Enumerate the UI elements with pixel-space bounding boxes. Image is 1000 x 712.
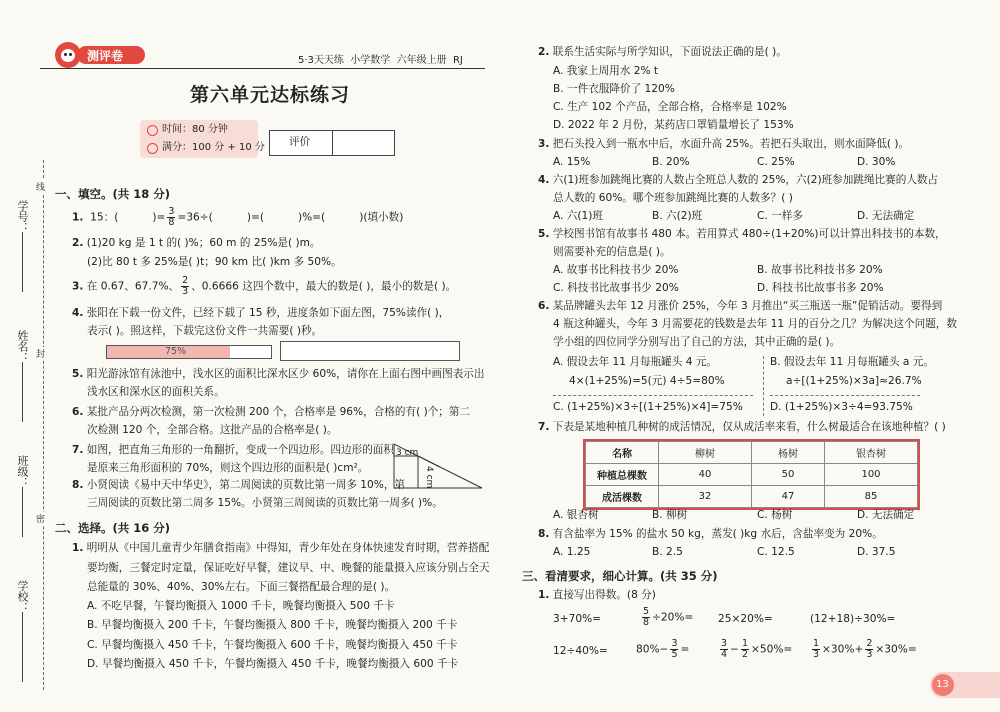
expression-1: 3+70%=	[553, 613, 602, 625]
question-1-8-b: 三周阅读的页数比第二周多 15%。小贤第三周阅读的页数比第一周多( )%。	[87, 497, 443, 509]
expression-7: $\frac{3}{4}$ − $\frac{1}{2}$ ×50%=	[721, 638, 793, 660]
question-1-3: 3. 在 0.67、67.7%、 $\frac{2}{3}$ 、0.6666 这四个数中，最大的数是( )，最小的数是( )。	[72, 275, 457, 297]
question-1-7-b: 是原来三角形面积的 70%，则这个四边形的面积是( )cm²。	[87, 462, 369, 474]
choice-6-l3: 学小组的四位同学分别写出了自己的方法，其中正确的是( )。	[553, 336, 841, 348]
badge-text: 测评卷	[87, 49, 124, 63]
evaluation-box	[269, 130, 395, 156]
choice-5-option-d[interactable]: D. 科技书比故事书多 20%	[757, 282, 884, 294]
seal-mark-seal: 封	[36, 347, 45, 360]
calc-1: 1. 直接写出得数。(8 分)	[538, 589, 656, 601]
section-2-title: 二、选择。(共 16 分)	[55, 521, 171, 535]
table-header: 杨树	[752, 442, 825, 464]
choice-5-option-a[interactable]: A. 故事书比科技书少 20%	[553, 264, 679, 276]
class-line	[22, 487, 23, 537]
name-line	[22, 362, 23, 422]
school-label: 学校：	[16, 580, 29, 613]
check-icon	[147, 143, 158, 154]
dimension-4cm: 4 cm	[424, 466, 434, 489]
choice-2-option-a[interactable]: A. 我家上周用水 2% t	[553, 65, 659, 77]
choice-2: 2. 联系生活实际与所学知识，下面说法正确的是( )。	[538, 46, 787, 58]
question-1-5: 5. 阳光游泳馆有泳池中，浅水区的面积比深水区少 60%，请你在上面右图中画图表示出	[72, 368, 485, 380]
table-row	[586, 486, 918, 508]
table-cell: 50	[752, 464, 825, 486]
choice-8-option-d[interactable]: D. 37.5	[857, 546, 896, 558]
full-score: 满分：100 分 + 10 分	[162, 142, 265, 153]
expression-6: 80%− $\frac{3}{5}$ =	[636, 638, 690, 660]
question-1-7: 7. 如图，把直角三角形的一角翻折，变成一个四边形。四边形的面积	[72, 444, 394, 456]
table-cell: 47	[752, 486, 825, 508]
table-header-row	[586, 442, 918, 464]
choice-1-option-c[interactable]: C. 早餐均衡摄入 450 千卡，午餐均衡摄入 600 千卡，晚餐均衡摄入 450 千卡	[87, 639, 458, 651]
expression-4: (12+18)÷30%=	[810, 613, 896, 625]
header-meta: 5·3天天练 小学数学 六年级上册 RJ	[298, 55, 463, 66]
question-1-2: 2. (1)20 kg 是 1 t 的( )%；60 m 的 25%是( )m。	[72, 237, 321, 249]
choice-1-option-d[interactable]: D. 早餐均衡摄入 450 千卡，午餐均衡摄入 450 千卡，晚餐均衡摄入 600 千卡	[87, 658, 459, 670]
question-1-8: 8. 小贤阅读《易中天中华史》，第二周阅读的页数比第一周多 10%，第	[72, 479, 406, 491]
choice-3-option-a[interactable]: A. 15%	[553, 156, 591, 168]
choice-3-option-b[interactable]: B. 20%	[652, 156, 690, 168]
choice-6-option-a[interactable]: A. 假设去年 11 月每瓶罐头 4 元。 4×(1+25%)=5(元) 4÷5=80%	[553, 353, 753, 396]
choice-8: 8. 有含盐率为 15% 的盐水 50 kg，蒸发( )kg 水后，含盐率变为 20%。	[538, 528, 883, 540]
evaluation-label: 评价	[289, 136, 311, 148]
choice-2-option-b[interactable]: B. 一件衣服降价了 120%	[553, 83, 675, 95]
choice-4-option-c[interactable]: C. 一样多	[757, 210, 803, 222]
choice-1: 1. 明明从《中国儿童青少年膳食指南》中得知，青少年处在身体快速发育时期，营养搭配	[72, 542, 490, 554]
choice-7-option-d[interactable]: D. 无法确定	[857, 509, 915, 521]
question-1-4: 4. 张阳在下载一份文件，已经下载了 15 秒，进度条如下面左图，75%读作( )，	[72, 307, 450, 319]
choice-7-option-a[interactable]: A. 银杏树	[553, 509, 599, 521]
expression-3: 25×20%=	[718, 613, 773, 625]
choice-4-l2: 总人数的 60%。哪个班参加跳绳比赛的人数多？( )	[553, 192, 793, 204]
choice-6-option-d[interactable]: D. (1+25%)×3÷4=93.75%	[770, 401, 913, 413]
seal-mark-line: 线	[36, 180, 45, 193]
choice-8-option-a[interactable]: A. 1.25	[553, 546, 591, 558]
question-1-4-b: 表示( )。照这样，下载完这份文件一共需要( )秒。	[87, 325, 323, 337]
student-id-label: 学号：	[16, 200, 29, 233]
table-cell: 32	[659, 486, 752, 508]
choice-5-l2: 则需要补充的信息是( )。	[553, 246, 671, 258]
table-cell: 种植总棵数	[586, 464, 659, 486]
time-limit: 时间：80 分钟	[162, 124, 228, 135]
choice-3-option-d[interactable]: D. 30%	[857, 156, 896, 168]
progress-bar	[106, 345, 272, 359]
table-header: 名称	[586, 442, 659, 464]
choice-6-option-b[interactable]: B. 假设去年 11 月每瓶罐头 a 元。 a÷[(1+25%)×3a]≈26.7%	[770, 353, 920, 396]
choice-3: 3. 把石头投入到一瓶水中后，水面升高 25%。若把石头取出，则水面降低( )。	[538, 138, 910, 150]
table-cell: 40	[659, 464, 752, 486]
clock-icon	[147, 125, 158, 136]
choice-6-option-c[interactable]: C. (1+25%)×3÷[(1+25%)×4]=75%	[553, 401, 743, 413]
question-1-6-b: 次检测 120 个，全部合格。这批产品的合格率是( )。	[87, 424, 338, 436]
expression-2: $\frac{5}{8}$ ÷20%=	[643, 606, 694, 628]
class-label: 班级：	[16, 455, 29, 488]
table-cell: 100	[825, 464, 918, 486]
choice-5: 5. 学校图书馆有故事书 480 本。若用算式 480÷(1+20%)可以计算出科技书的本数，	[538, 228, 946, 240]
choice-1-option-a[interactable]: A. 不吃早餐，午餐均衡摄入 1000 千卡，晚餐均衡摄入 500 千卡	[87, 600, 395, 612]
section-1-title: 一、填空。(共 18 分)	[55, 187, 171, 201]
tree-survival-table	[583, 439, 920, 510]
choice-1-option-b[interactable]: B. 早餐均衡摄入 200 千卡，午餐均衡摄入 800 千卡，晚餐均衡摄入 200 千卡	[87, 619, 458, 631]
choice-2-option-c[interactable]: C. 生产 102 个产品，全部合格，合格率是 102%	[553, 101, 787, 113]
seal-mark-secret: 密	[36, 512, 45, 525]
table-header: 银杏树	[825, 442, 918, 464]
choice-1-l3: 总能量的 30%、40%、30%左右。下面三餐搭配最合理的是( )。	[87, 581, 396, 593]
table-cell: 85	[825, 486, 918, 508]
choice-2-option-d[interactable]: D. 2022 年 2 月份，某药店口罩销量增长了 153%	[553, 119, 794, 131]
pool-drawing-bar[interactable]	[280, 341, 460, 361]
school-line	[22, 612, 23, 682]
section-3-title: 三、看清要求，细心计算。(共 35 分)	[522, 569, 718, 583]
choice-8-option-c[interactable]: C. 12.5	[757, 546, 795, 558]
progress-label: 75%	[165, 346, 187, 357]
expression-8: $\frac{1}{3}$ ×30%+ $\frac{2}{3}$ ×30%=	[813, 638, 917, 660]
question-1-6: 6. 某批产品分两次检测，第一次检测 200 个，合格率是 96%，合格的有( )个；第二	[72, 406, 471, 418]
page-number-badge	[932, 674, 954, 696]
question-1-5-b: 浅水区和深水区的面积关系。	[87, 386, 225, 398]
choice-4-option-b[interactable]: B. 六(2)班	[652, 210, 703, 222]
page-title: 第六单元达标练习	[190, 84, 351, 106]
expression-5: 12÷40%=	[553, 645, 608, 657]
page-number: 13	[936, 679, 949, 690]
choice-6-l2: 4 瓶这种罐头，今年 3 月需要花的钱数是去年 11 月的百分之几？为解决这个问题，数	[553, 318, 957, 330]
choice-6-divider	[763, 356, 764, 416]
name-label: 姓名：	[16, 330, 29, 363]
choice-4-option-a[interactable]: A. 六(1)班	[553, 210, 603, 222]
table-cell: 成活棵数	[586, 486, 659, 508]
test-badge	[55, 44, 147, 70]
choice-3-option-c[interactable]: C. 25%	[757, 156, 795, 168]
choice-5-option-b[interactable]: B. 故事书比科技书多 20%	[757, 264, 883, 276]
header-rule	[40, 68, 485, 69]
choice-7-option-b[interactable]: B. 柳树	[652, 509, 688, 521]
choice-4-option-d[interactable]: D. 无法确定	[857, 210, 915, 222]
dimension-3cm: 3 cm	[396, 448, 419, 458]
choice-1-l2: 要均衡，三餐定时定量，保证吃好早餐，建议早、中、晚餐的能量摄入应该分别占全天	[87, 562, 490, 574]
question-1-1: 1. 15：( )= $\frac{3}{8}$ =36÷( )=( )%=( )(填小数)	[72, 206, 404, 228]
choice-4: 4. 六(1)班参加跳绳比赛的人数占全班总人数的 25%，六(2)班参加跳绳比赛的人数占	[538, 174, 939, 186]
student-id-line	[22, 232, 23, 292]
choice-8-option-b[interactable]: B. 2.5	[652, 546, 683, 558]
table-row	[586, 464, 918, 486]
table-header: 柳树	[659, 442, 752, 464]
choice-7: 7. 下表是某地种植几种树的成活情况，仅从成活率来看，什么树最适合在该地种植？( )	[538, 421, 946, 433]
choice-5-option-c[interactable]: C. 科技书比故事书少 20%	[553, 282, 679, 294]
info-panel	[140, 120, 265, 158]
question-1-2-b: (2)比 80 t 多 25%是( )t；90 km 比( )km 多 50%。	[87, 256, 342, 268]
choice-6: 6. 某品牌罐头去年 12 月涨价 25%，今年 3 月推出“买三瓶送一瓶”促销活动。要得到	[538, 300, 943, 312]
binding-line	[43, 160, 44, 690]
choice-7-option-c[interactable]: C. 杨树	[757, 509, 793, 521]
